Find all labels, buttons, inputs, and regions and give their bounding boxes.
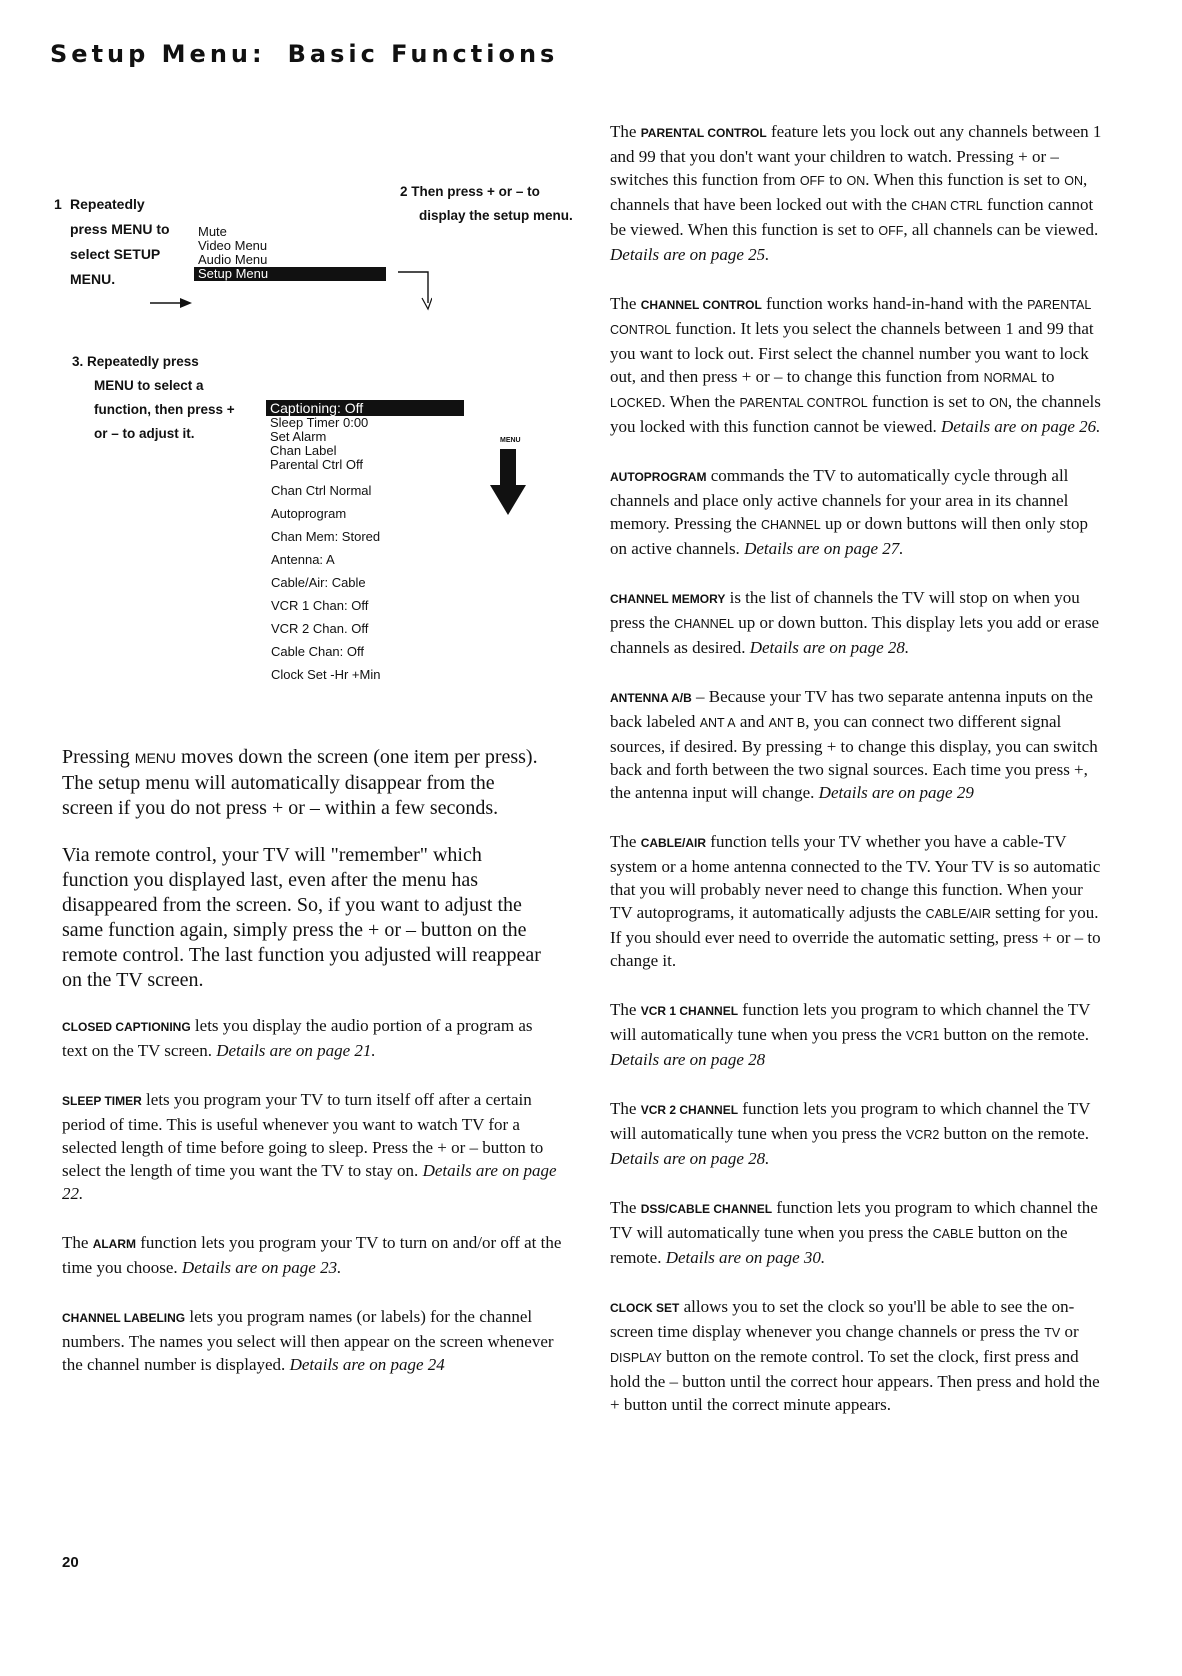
description-text: , you can connect two different signal sources, if desired. By pressing + to change this display, you can switch back and forth between the two signal sources. Each time you press +, the antenna input will change. (610, 712, 1098, 802)
description-text: function lets you program to which channel the TV will automatically tune when you press the (610, 1198, 1098, 1242)
description-text: allows you to set the clock so you'll be able to see the on-screen time display whenever you change channels or press the (610, 1297, 1075, 1341)
step2-line: 2 Then press + or – to (400, 184, 540, 199)
description-text: setting for you. If you should ever need to override the automatic setting, press + or – to change it. (610, 903, 1101, 970)
step3-line: or – to adjust it. (94, 426, 195, 441)
page-reference: Details are on page 26. (940, 417, 1101, 436)
function-description (610, 830, 1108, 972)
tv-menu-1 (198, 225, 386, 281)
step3-line: function, then press + (94, 402, 235, 417)
description-text: function lets you program to which channel the TV will automatically tune when you press the (610, 1099, 1091, 1143)
description-text: lets you program your TV to turn itself off after a certain period of time. This is useful whenever you want to watch TV for a selected length of time before going to sleep. Press the + or – button to select the length of time you want the TV to stay on. (62, 1090, 544, 1180)
step3-line: 3. Repeatedly press (72, 354, 199, 369)
description-text: lets you program names (or labels) for the channel numbers. The names you select will then appear on the screen whenever the channel number is displayed. (62, 1307, 554, 1374)
step2-instructions (400, 180, 573, 228)
step1-line: Repeatedly (70, 196, 145, 212)
function-term: ANTENNA A/B (610, 691, 692, 705)
step3-instructions (72, 350, 235, 446)
function-description (62, 1088, 562, 1205)
description-text: function tells your TV whether you have a cable-TV system or a home antenna connected to the TV. Your TV is so automatic that you will probably never need to change this function. When your TV autoprograms, it automatically adjusts the (610, 832, 1101, 922)
key-label: NORMAL (983, 371, 1038, 385)
key-label: PARENTAL CONTROL (739, 396, 868, 410)
description-text: to (824, 170, 847, 189)
page-reference: Details are on page 29 (818, 783, 974, 802)
page-title: Setup Menu: Basic Functions (50, 40, 559, 68)
description-text: to (1037, 367, 1055, 386)
function-description (610, 292, 1108, 438)
function-term: ALARM (92, 1237, 137, 1251)
function-description (610, 464, 1108, 560)
description-text: function lets you program your TV to turn on and/or off at the time you choose. (62, 1233, 562, 1277)
description-text: up or down button. This display lets you add or erase channels as desired. (610, 613, 1100, 657)
key-label: ON (989, 396, 1008, 410)
function-list-left (62, 1014, 562, 1402)
intro-paragraph: Via remote control, your TV will "remember" which function you displayed last, even after the menu has disappeared from the screen. So, if you want to adjust the same function again, simply press the + or – button on the remote control. The last function you adjusted will reappear on the TV screen. (62, 844, 541, 991)
function-description (610, 998, 1108, 1071)
description-text: up or down buttons will then only stop on active channels. (610, 514, 1088, 558)
menu-item: Audio Menu (198, 252, 268, 267)
function-description (610, 685, 1108, 804)
page-reference: Details are on page 27. (744, 539, 904, 558)
key-label: ANT B (768, 716, 806, 730)
description-text: function is set to (867, 392, 990, 411)
menu-item: Video Menu (198, 238, 268, 253)
function-description (610, 1097, 1108, 1170)
page-reference: Details are on page 28. (610, 1149, 770, 1168)
function-description (62, 1231, 562, 1279)
function-term: CHANNEL MEMORY (610, 592, 726, 606)
description-text: The (610, 1198, 641, 1217)
description-text: – Because your TV has two separate antenna inputs on the back labeled (610, 687, 1093, 731)
key-label: VCR1 (906, 1029, 940, 1043)
function-description (610, 586, 1108, 659)
menu-item: VCR 2 Chan. Off (271, 621, 369, 636)
key-label: OFF (878, 224, 904, 238)
menu-item: Cable/Air: Cable (271, 575, 366, 590)
description-text: , channels that have been locked out with the (610, 170, 1088, 214)
key-label: VCR2 (906, 1128, 940, 1142)
step1-line: select SETUP (70, 246, 161, 262)
page-reference: Details are on page 22. (62, 1161, 557, 1203)
function-term: CLOSED CAPTIONING (62, 1020, 191, 1034)
menu-item: Sleep Timer 0:00 (270, 415, 369, 430)
description-text: commands the TV to automatically cycle through all channels and place only active channels for your area in its channel memory. Pressing the (610, 466, 1069, 533)
key-label: CHAN CTRL (911, 199, 983, 213)
description-text: function cannot be viewed. When this function is set to (610, 195, 1094, 239)
step1-line: press MENU to (70, 221, 170, 237)
description-text: or (1060, 1322, 1079, 1341)
description-text: The (610, 832, 641, 851)
lead-word: The (62, 1233, 93, 1252)
key-label: TV (1044, 1326, 1061, 1340)
step1-instructions (70, 192, 170, 292)
description-text: The (610, 294, 641, 313)
description-text: The (610, 1000, 641, 1019)
description-text: function. It lets you select the channels between 1 and 99 that you want to lock out. First select the channel number you want to lock out, and then press + or – to change this function from (610, 319, 1094, 386)
description-text: . When this function is set to (865, 170, 1065, 189)
down-arrow-icon (490, 449, 528, 519)
function-term: PARENTAL CONTROL (640, 126, 767, 140)
description-text: , all channels can be viewed. (903, 220, 1099, 239)
page-reference: Details are on page 28. (749, 638, 910, 657)
menu-button-arrow-icon (396, 265, 432, 311)
page-reference: Details are on page 30. (665, 1248, 826, 1267)
key-label: PARENTAL CONTROL (610, 298, 1091, 337)
description-text: button on the remote. (939, 1124, 1090, 1143)
page-reference: Details are on page 25. (610, 245, 770, 264)
menu-item: VCR 1 Chan: Off (271, 598, 369, 613)
key-label: LOCKED (610, 396, 662, 410)
function-term: SLEEP TIMER (62, 1094, 142, 1108)
function-term: CLOCK SET (610, 1301, 680, 1315)
function-term: VCR 1 CHANNEL (640, 1004, 739, 1018)
key-label: CHANNEL (760, 518, 821, 532)
menu-item: Chan Ctrl Normal (271, 483, 372, 498)
description-text: button on the remote. (939, 1025, 1090, 1044)
description-text: , the channels you locked with this function cannot be viewed. (610, 392, 1101, 436)
page-number: 20 (62, 1554, 79, 1571)
menu-item-selected: Captioning: Off (266, 400, 464, 416)
menu-item: Chan Label (270, 443, 337, 458)
function-term: VCR 2 CHANNEL (640, 1103, 739, 1117)
description-text: function works hand-in-hand with the (761, 294, 1028, 313)
page-reference: Details are on page 28 (610, 1050, 766, 1069)
description-text: button on the remote. (610, 1223, 1068, 1267)
function-term: DSS/CABLE CHANNEL (640, 1202, 773, 1216)
function-description (610, 1196, 1108, 1269)
tv-menu-2 (270, 400, 464, 472)
menu-item: Mute (198, 224, 227, 239)
key-label: DISPLAY (610, 1351, 662, 1365)
description-text: The (610, 1099, 641, 1118)
description-text: button on the remote control. To set the clock, first press and hold the – button until the correct hour appears. Then press and hold the + button until the correct minute appears. (610, 1347, 1100, 1414)
intro-text (62, 745, 542, 1015)
key-label: CABLE/AIR (925, 907, 991, 921)
description-text: feature lets you lock out any channels between 1 and 99 that you don't want your children to watch. Pressing + or – switches this function from (610, 122, 1102, 189)
tv-menu-2-list (271, 479, 380, 686)
function-description (610, 120, 1108, 266)
intro-paragraph: Pressing MENU moves down the screen (one item per press). The setup menu will automatically disappear from the screen if you do not press + or – within a few seconds. (62, 746, 538, 819)
menu-item: Parental Ctrl Off (270, 457, 363, 472)
description-text: function lets you program to which channel the TV will automatically tune when you press the (610, 1000, 1091, 1044)
menu-item-selected: Setup Menu (194, 267, 386, 281)
key-label: CABLE (932, 1227, 974, 1241)
function-list-right (610, 120, 1108, 1442)
step1-line: MENU. (70, 271, 116, 287)
pointer-arrow-icon (150, 296, 194, 310)
description-text: lets you display the audio portion of a program as text on the TV screen. (62, 1016, 533, 1060)
menu-item: Clock Set -Hr +Min (271, 667, 381, 682)
key-label: ANT A (699, 716, 736, 730)
menu-item: Cable Chan: Off (271, 644, 364, 659)
function-term: AUTOPROGRAM (610, 470, 707, 484)
key-label: ON (1064, 174, 1083, 188)
description-text: . When the (661, 392, 740, 411)
function-term: CHANNEL CONTROL (640, 298, 762, 312)
function-description (62, 1014, 562, 1062)
description-text: and (735, 712, 769, 731)
menu-item: Chan Mem: Stored (271, 529, 381, 544)
page-reference: Details are on page 21. (216, 1041, 376, 1060)
step2-line: display the setup menu. (419, 208, 573, 223)
function-term: CABLE/AIR (640, 836, 707, 850)
description-text: is the list of channels the TV will stop on when you press the (610, 588, 1080, 632)
function-term: CHANNEL LABELING (62, 1311, 186, 1325)
key-label: ON (846, 174, 866, 188)
function-description (62, 1305, 562, 1376)
function-description (610, 1295, 1108, 1416)
step1-number: 1 (54, 196, 62, 212)
key-label: OFF (799, 174, 825, 188)
description-text: The (610, 122, 641, 141)
page-reference: Details are on page 24 (289, 1355, 445, 1374)
menu-arrow-label: MENU (500, 437, 521, 444)
page-reference: Details are on page 23. (181, 1258, 342, 1277)
menu-item: Autoprogram (271, 506, 347, 521)
step3-line: MENU to select a (94, 378, 204, 393)
menu-item: Antenna: A (271, 552, 335, 567)
key-label: CHANNEL (674, 617, 734, 631)
menu-item: Set Alarm (270, 429, 327, 444)
